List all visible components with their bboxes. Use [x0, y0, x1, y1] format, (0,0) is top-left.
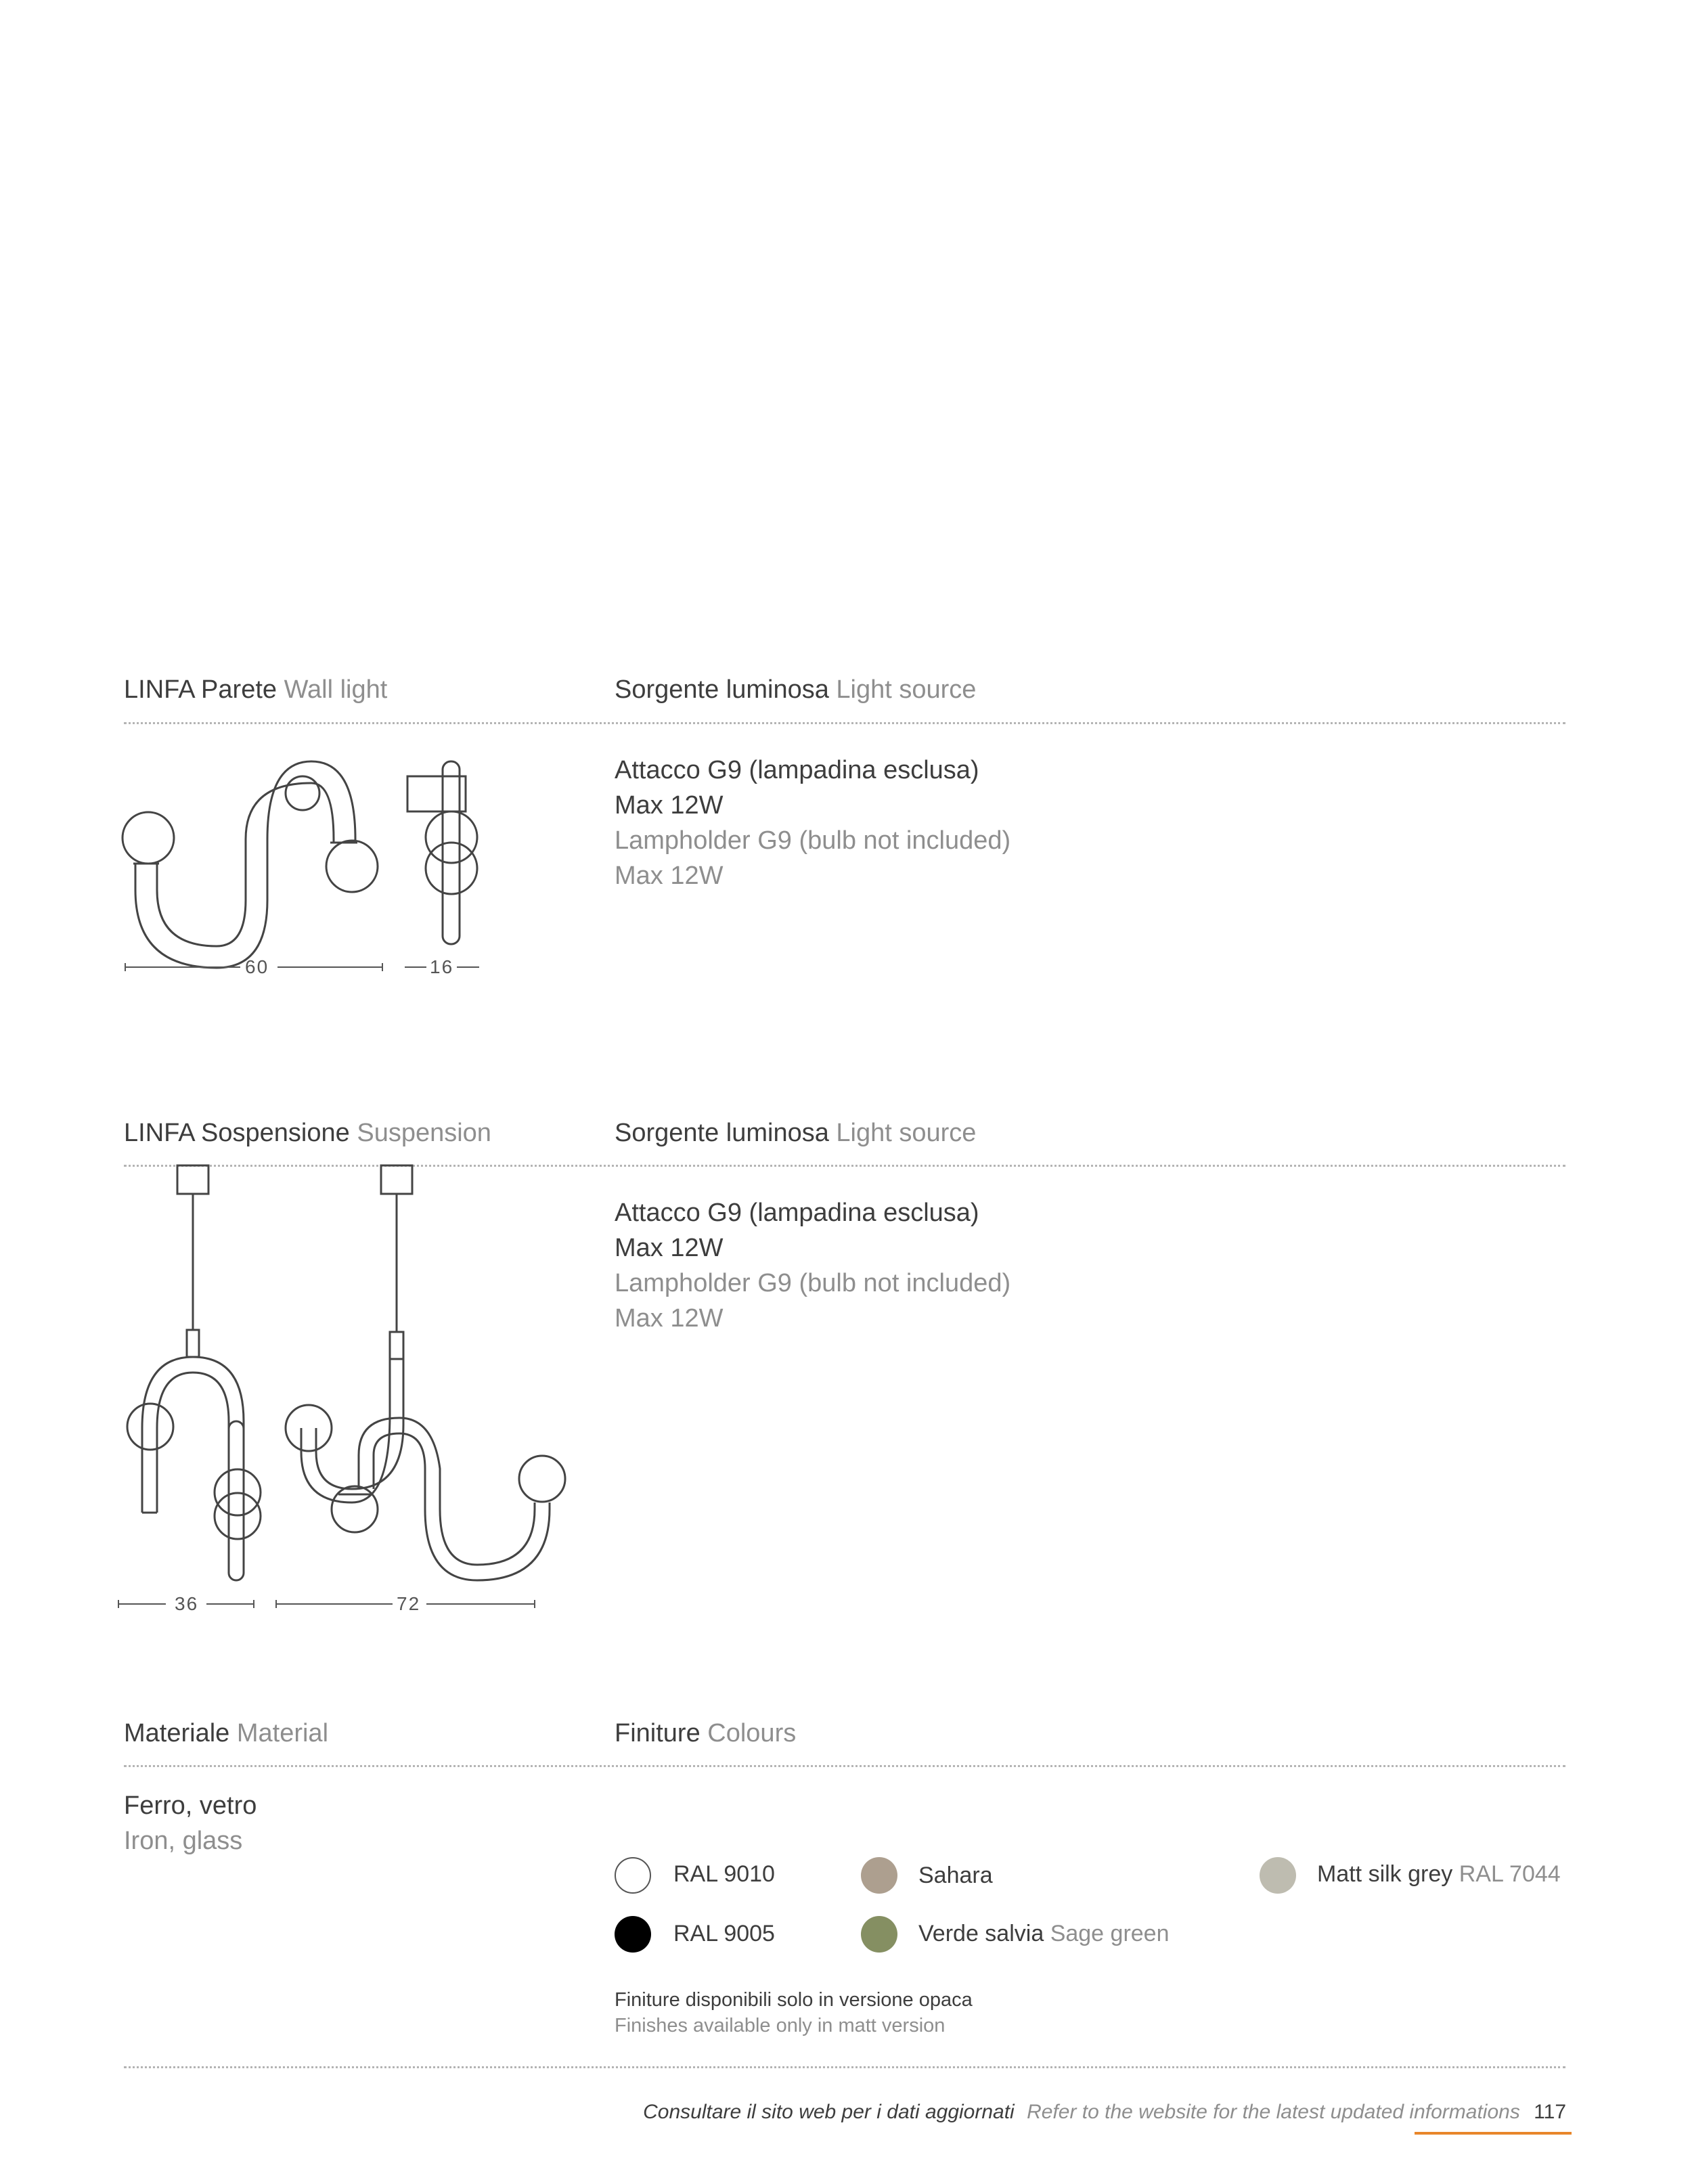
swatch-sahara: [861, 1857, 897, 1894]
spec-line: Max 12W: [615, 791, 724, 820]
material-value: [124, 1788, 257, 1858]
swatch-ral-9005: [615, 1916, 651, 1953]
spec-line: Max 12W: [615, 862, 724, 890]
material-value-it: Ferro, vetro: [124, 1791, 257, 1820]
finishes-heading: [615, 1719, 796, 1748]
swatch-label-ral-9005: RAL 9005: [673, 1921, 775, 1946]
finishes-note-it: Finiture disponibili solo in versione opaca: [615, 1989, 973, 2011]
swatch-label-sahara: Sahara: [918, 1863, 993, 1888]
material-heading-it: Materiale: [124, 1719, 230, 1747]
spec-line: Max 12W: [615, 1234, 724, 1262]
swatch-verde-salvia: [861, 1916, 897, 1953]
swatch-matt-silk-grey: [1260, 1857, 1296, 1894]
suspension-title-it: LINFA Sospensione: [124, 1119, 350, 1147]
material-value-en: Iron, glass: [124, 1827, 243, 1855]
footer-text-en: Refer to the website for the latest updated informations: [1027, 2101, 1520, 2123]
finishes-note: [615, 1987, 973, 2038]
finishes-note-en: Finishes available only in matt version: [615, 2015, 946, 2036]
footer: [643, 2101, 1566, 2124]
spec-line: Lampholder G9 (bulb not included): [615, 1269, 1011, 1297]
wall-depth-dimension: 16: [430, 956, 454, 977]
suspension-source-heading-it: Sorgente luminosa: [615, 1119, 829, 1147]
swatch-ral-9010: [615, 1857, 651, 1894]
wall-light-source-heading-it: Sorgente luminosa: [615, 675, 829, 704]
spec-line: Attacco G9 (lampadina esclusa): [615, 1199, 979, 1227]
divider: [124, 2066, 1565, 2068]
wall-light-title-en: Wall light: [284, 675, 388, 704]
wall-light-source-heading-en: Light source: [836, 675, 977, 704]
suspension-source-heading-en: Light source: [836, 1119, 977, 1147]
suspension-width-dimension: 72: [397, 1593, 421, 1614]
spec-line: Attacco G9 (lampadina esclusa): [615, 756, 979, 784]
swatch-label-matt-silk-grey: Matt silk grey RAL 7044: [1317, 1861, 1561, 1887]
suspension-title-en: Suspension: [357, 1119, 491, 1147]
spec-line: Lampholder G9 (bulb not included): [615, 826, 1011, 855]
wall-width-dimension: 60: [245, 956, 269, 977]
material-heading-en: Material: [236, 1719, 329, 1747]
finishes-heading-it: Finiture: [615, 1719, 701, 1747]
footer-accent-line: [1415, 2132, 1572, 2135]
page-number: 117: [1534, 2101, 1566, 2123]
divider: [124, 1765, 1565, 1767]
swatch-label-ral-9010: RAL 9010: [673, 1861, 775, 1887]
footer-text-it: Consultare il sito web per i dati aggiornati: [643, 2101, 1015, 2123]
wall-light-title-it: LINFA Parete: [124, 675, 277, 704]
finishes-heading-en: Colours: [707, 1719, 797, 1747]
material-heading: [124, 1719, 328, 1748]
spec-line: Max 12W: [615, 1304, 724, 1333]
suspension-depth-dimension: 36: [175, 1593, 199, 1614]
swatch-label-verde-salvia: Verde salvia Sage green: [918, 1921, 1170, 1946]
